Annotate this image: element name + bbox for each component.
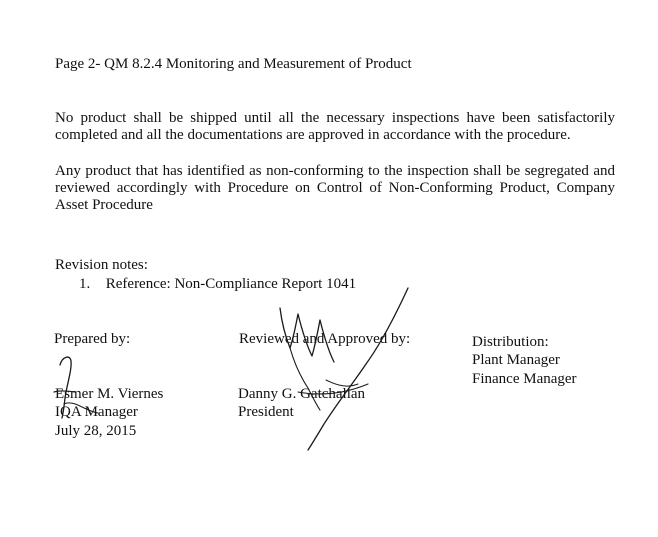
distribution-recipient: Plant Manager [472,352,560,368]
page-title: Page 2- QM 8.2.4 Monitoring and Measurement of Product [55,56,412,72]
paragraph-nonconforming-policy: Any product that has identified as non-conforming to the inspection shall be segregated and reviewed accordingly with Procedure on Control of Non-Conforming Product, Company Asset Procedure [55,163,615,213]
distribution-recipient: Finance Manager [472,371,577,387]
reviewed-approved-label: Reviewed and Approved by: [239,331,411,347]
prepared-by-label: Prepared by: [54,331,131,347]
preparer-name: Esmer M. Viernes [55,386,164,402]
reviewer-signature-graphic [268,284,418,454]
reviewer-title: President [238,404,294,420]
preparer-title: IQA Manager [55,404,138,420]
revision-notes-heading: Revision notes: [55,257,148,273]
revision-item-number: 1. [79,276,91,292]
reviewer-name: Danny G. Gatchalian [238,386,366,402]
paragraph-shipping-policy: No product shall be shipped until all the necessary inspections have been satisfactorily completed and all the documentations are approved in accordance with the procedure. [55,110,615,143]
revision-item-text: Reference: Non-Compliance Report 1041 [105,276,357,292]
distribution-label: Distribution: [472,334,549,350]
prepared-date: July 28, 2015 [55,423,137,439]
revision-item [79,276,356,293]
